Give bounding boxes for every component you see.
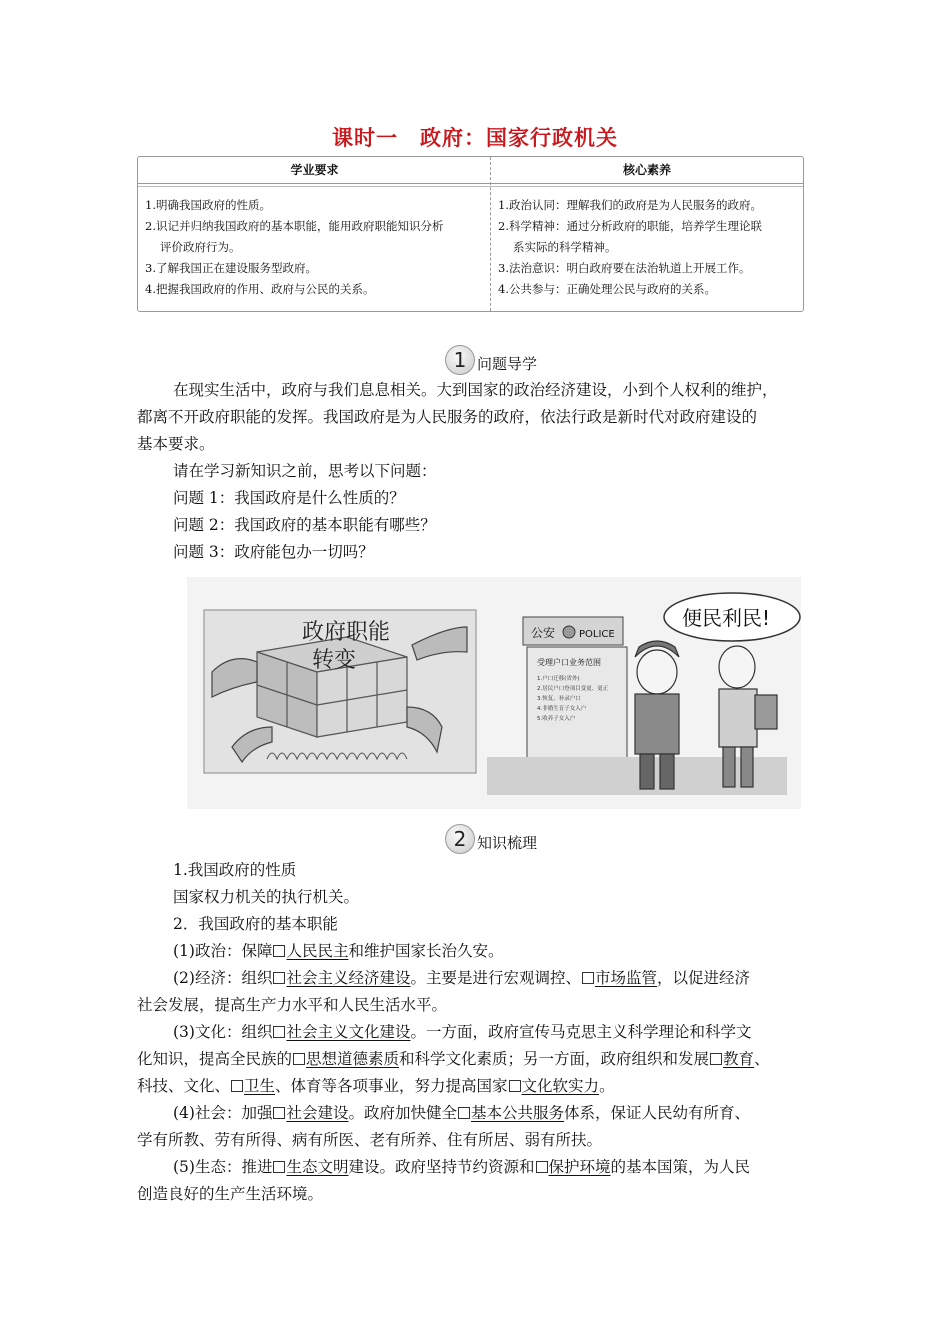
board-item: 1.户口迁移(省外) <box>537 676 580 682</box>
competency-item-continued: 系实际的科学精神。 <box>513 240 617 254</box>
text-run: (5)生态：推进 <box>173 1158 273 1176</box>
section-number-icon: 1 <box>445 345 475 375</box>
text-run: (4)社会：加强 <box>173 1104 273 1122</box>
text-run: 、 <box>754 1050 770 1068</box>
answer-box-icon <box>710 1053 722 1065</box>
keyword: 保护环境 <box>548 1158 611 1176</box>
left-caption-2: 转变 <box>312 648 357 673</box>
answer-box-icon <box>536 1161 548 1173</box>
text-run: 科技、文化、 <box>137 1077 231 1095</box>
answer-box-icon <box>231 1080 243 1092</box>
competency-item: 3.法治意识：明白政府要在法治轨道上开展工作。 <box>498 261 751 275</box>
left-caption-1: 政府职能 <box>302 620 391 645</box>
text-run: 建设。政府坚持节约资源和 <box>348 1158 535 1176</box>
requirements-right-column <box>498 195 798 300</box>
page-title: 课时一 政府：国家行政机关 <box>332 126 618 150</box>
keyword: 市场监管 <box>595 969 658 987</box>
police-sign-left: 公安 <box>531 626 556 640</box>
section-label: 知识梳理 <box>477 834 538 852</box>
text-run: ，以促进经济 <box>657 969 751 987</box>
answer-box-icon <box>273 1026 285 1038</box>
text-run: (2)经济：组织 <box>173 969 273 987</box>
keyword: 人民民主 <box>286 942 349 960</box>
function-society-line2: 学有所教、劳有所得、病有所医、老有所养、住有所居、弱有所扶。 <box>137 1131 603 1149</box>
text-run: 、体育等各项事业，努力提高国家 <box>275 1077 508 1095</box>
column-divider <box>490 157 491 311</box>
section-number-icon: 2 <box>445 824 475 854</box>
header-divider-thin <box>138 186 803 187</box>
answer-box-icon <box>273 1161 285 1173</box>
keyword: 社会主义文化建设 <box>286 1023 411 1041</box>
answer-box-icon <box>458 1107 470 1119</box>
competency-item: 4.公共参与：正确处理公民与政府的关系。 <box>498 282 716 296</box>
function-economy-line2: 社会发展，提高生产力水平和人民生活水平。 <box>137 996 448 1014</box>
knowledge-content <box>137 857 817 1208</box>
question-prompt: 请在学习新知识之前，思考以下问题： <box>173 462 437 480</box>
header-divider <box>138 183 803 184</box>
police-badge-icon <box>563 626 575 638</box>
text-run: 。 <box>599 1077 615 1095</box>
nature-text: 国家权力机关的执行机关。 <box>173 888 360 906</box>
heading-functions: 2．我国政府的基本职能 <box>173 915 338 933</box>
answer-box-icon <box>582 972 594 984</box>
function-politics <box>137 938 817 965</box>
text-run: 。主要是进行宏观调控、 <box>410 969 581 987</box>
section-label: 问题导学 <box>477 355 538 373</box>
keyword: 生态文明 <box>286 1158 349 1176</box>
speech-text: 便民利民! <box>682 606 771 630</box>
function-society <box>137 1100 817 1127</box>
competency-item: 1.政治认同：理解我们的政府是为人民服务的政府。 <box>498 198 762 212</box>
requirements-header-right: 核心素养 <box>622 163 671 177</box>
answer-box-icon <box>273 1107 285 1119</box>
text-run: 化知识，提高全民族的 <box>137 1050 293 1068</box>
keyword: 文化软实力 <box>521 1077 600 1095</box>
function-economy <box>137 965 817 992</box>
text-run: 。政府加快健全 <box>348 1104 457 1122</box>
function-ecology <box>137 1154 817 1181</box>
question-item: 问题 1：我国政府是什么性质的？ <box>173 489 405 507</box>
intro-line: 都离不开政府职能的发挥。我国政府是为人民服务的政府，依法行政是新时代对政府建设的 <box>137 408 758 426</box>
function-ecology-line2: 创造良好的生产生活环境。 <box>137 1185 324 1203</box>
keyword: 思想道德素质 <box>306 1050 400 1068</box>
board-item: 3.恢复、补录户口 <box>537 696 581 702</box>
illustration <box>187 577 801 809</box>
requirement-item: 4.把握我国政府的作用、政府与公民的关系。 <box>145 282 375 296</box>
board-item: 5.收养子女入户 <box>537 716 576 722</box>
function-culture <box>137 1019 817 1046</box>
text-run: 和科学文化素质；另一方面，政府组织和发展 <box>399 1050 710 1068</box>
intro-line: 在现实生活中，政府与我们息息相关。大到国家的政治经济建设，小到个人权利的维护， <box>173 381 778 399</box>
requirement-item: 2.识记并归纳我国政府的基本职能，能用政府职能知识分析 <box>145 219 444 233</box>
text-run: (3)文化：组织 <box>173 1023 273 1041</box>
answer-box-icon <box>509 1080 521 1092</box>
text-run: 。一方面，政府宣传马克思主义科学理论和科学文 <box>410 1023 752 1041</box>
police-sign-right: POLICE <box>579 629 615 640</box>
intro-line: 基本要求。 <box>137 435 215 453</box>
keyword: 卫生 <box>244 1077 276 1095</box>
requirement-item-continued: 评价政府行为。 <box>160 240 241 254</box>
answer-box-icon <box>293 1053 305 1065</box>
keyword: 教育 <box>723 1050 755 1068</box>
question-item: 问题 2：我国政府的基本职能有哪些？ <box>173 516 436 534</box>
competency-item: 2.科学精神：通过分析政府的职能，培养学生理论联 <box>498 219 762 233</box>
function-culture-line3 <box>137 1073 817 1100</box>
requirements-table <box>137 156 804 312</box>
requirements-header-left: 学业要求 <box>290 163 339 177</box>
requirement-item: 3.了解我国正在建设服务型政府。 <box>145 261 317 275</box>
heading-nature: 1.我国政府的性质 <box>173 861 297 879</box>
illustration-svg <box>187 577 801 809</box>
text-run: (1)政治：保障 <box>173 942 273 960</box>
requirement-item: 1.明确我国政府的性质。 <box>145 198 271 212</box>
text-run: 和维护国家长治久安。 <box>348 942 504 960</box>
answer-box-icon <box>273 945 285 957</box>
text-run: 体系，保证人民幼有所育、 <box>564 1104 751 1122</box>
text-run: 的基本国策，为人民 <box>610 1158 751 1176</box>
keyword: 社会建设 <box>286 1104 349 1122</box>
board-item: 4.非婚生育子女入户 <box>537 706 587 712</box>
board-item: 2.居民户口登项目变更、更正 <box>537 686 609 692</box>
function-culture-line2 <box>137 1046 817 1073</box>
keyword: 基本公共服务 <box>471 1104 565 1122</box>
board-title: 受理户口业务范围 <box>537 658 601 667</box>
answer-box-icon <box>273 972 285 984</box>
intro-paragraph <box>137 377 817 566</box>
question-item: 问题 3：政府能包办一切吗？ <box>173 543 374 561</box>
requirements-left-column <box>145 195 485 300</box>
keyword: 社会主义经济建设 <box>286 969 411 987</box>
